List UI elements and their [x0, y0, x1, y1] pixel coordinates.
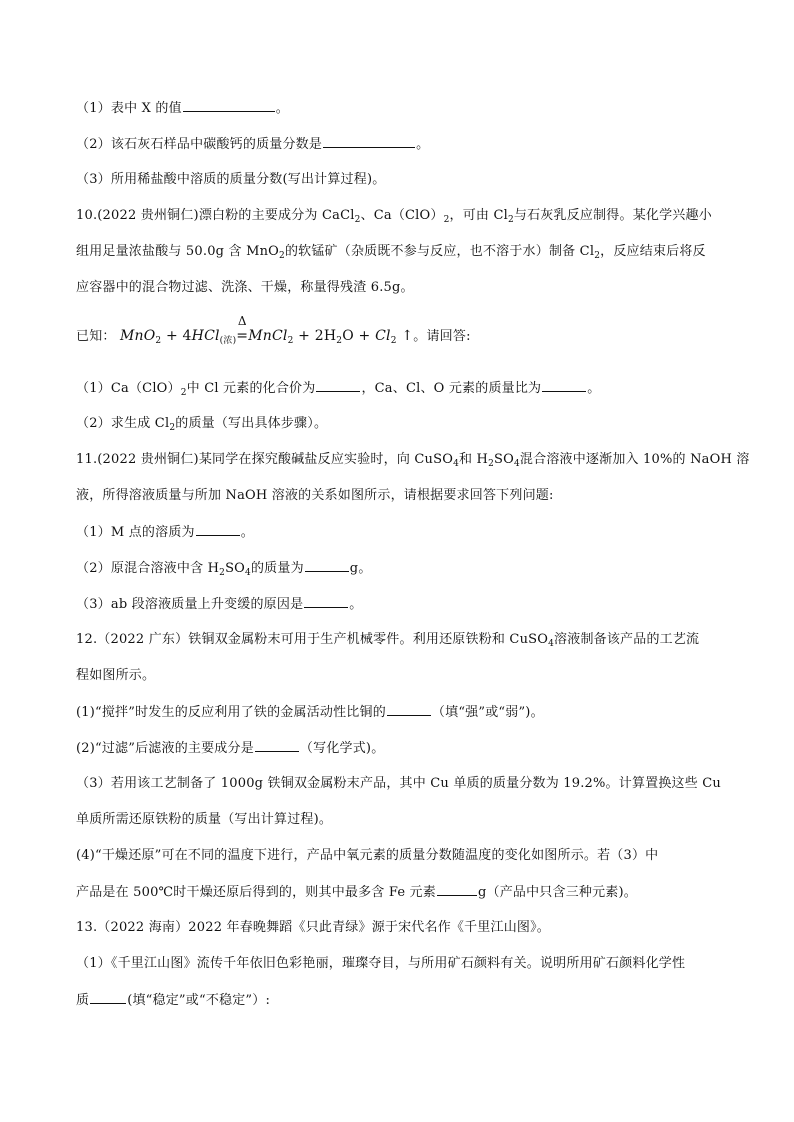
q10-part2: （2）求生成 $Cl_2$的质量（写出具体步骤）。: [76, 416, 328, 433]
answer-blank[interactable]: [437, 882, 477, 896]
q11-stem-line1: 11.(2022 贵州铜仁)某同学在探究酸碱盐反应实验时，向 CuSO$_4$和 $H_2SO_4$混合溶液中逐渐加入 10%的 NaOH 溶: [76, 452, 750, 469]
answer-blank[interactable]: [305, 558, 349, 572]
q9-part3: （3）所用稀盐酸中溶质的质量分数(写出计算过程)。: [76, 172, 386, 187]
answer-blank[interactable]: [323, 134, 415, 148]
answer-blank[interactable]: [542, 378, 586, 392]
q12-stem-line1: 12.（2022 广东）铁铜双金属粉末可用于生产机械零件。利用还原铁粉和 CuSO$_4$溶液制备该产品的工艺流: [76, 632, 700, 649]
q11-part1: （1）M 点的溶质为 。: [76, 522, 734, 543]
q12-part2: (2)“过滤”后滤液的主要成分是 （写化学式)。: [76, 738, 734, 759]
q9-part1: （1）表中 X 的值 。: [76, 98, 734, 119]
answer-blank[interactable]: [304, 594, 348, 608]
chemical-equation: MnO$_2$ + 4HCl$_{(浓)}$ Δ =MnCl$_2$ + $2H_2O + Cl_2$ ↑: [120, 328, 413, 344]
q12-part1: (1)“搅拌”时发生的反应利用了铁的金属活动性比铜的 （填“强”或“弱”)。: [76, 702, 734, 723]
q10-stem-line1: 10.(2022 贵州铜仁)漂白粉的主要成分为 CaCl$_2$、$Ca(ClO)_2$，可由 $Cl_2$与石灰乳反应制得。某化学兴趣小: [76, 208, 712, 225]
q11-part3: （3）ab 段溶液质量上升变缓的原因是 。: [76, 594, 734, 615]
q10-stem-line3: 应容器中的混合物过滤、洗涤、干燥，称量得残渣 6.5g。: [76, 280, 414, 295]
q11-stem-line2: 液，所得溶液质量与所加 NaOH 溶液的关系如图所示，请根据要求回答下列问题:: [76, 488, 554, 503]
q10-equation-line: 已知： MnO$_2$ + 4HCl$_{(浓)}$ Δ =MnCl$_2$ + $2H_2O + Cl_2$ ↑。请回答:: [76, 326, 734, 347]
q13-part1-line2: 质 (填“稳定”或“不稳定”）:: [76, 990, 734, 1011]
q12-part4-line2: 产品是在 500℃时干燥还原后得到的，则其中最多含 Fe 元素 g（产品中只含三种元素)。: [76, 882, 734, 903]
answer-blank[interactable]: [90, 990, 126, 1004]
answer-blank[interactable]: [183, 98, 275, 112]
q13-part1-line1: （1）《千里江山图》流传千年依旧色彩艳丽，璀璨夺目，与所用矿石颜料有关。说明所用矿石颜料化学性: [76, 956, 686, 971]
heat-symbol: Δ: [237, 314, 247, 328]
q12-part3-line1: （3）若用该工艺制备了 1000g 铁铜双金属粉末产品，其中 Cu 单质的质量分数为 19.2%。计算置换这些 Cu: [76, 776, 722, 791]
q11-part2: （2）原混合溶液中含 $H_2SO_4$的质量为 g。: [76, 558, 734, 579]
q9-part2: （2）该石灰石样品中碳酸钙的质量分数是 。: [76, 134, 734, 155]
answer-blank[interactable]: [387, 702, 431, 716]
answer-blank[interactable]: [255, 738, 299, 752]
answer-blank[interactable]: [316, 378, 360, 392]
q12-part4-line1: (4)“干燥还原”可在不同的温度下进行，产品中氧元素的质量分数随温度的变化如图所示。若（3）中: [76, 848, 659, 863]
q10-stem-line2: 组用足量浓盐酸与 50.0g 含 MnO$_2$的软锰矿（杂质既不参与反应，也不溶于水）制备 $Cl_2$，反应结束后将反: [76, 244, 706, 261]
q12-stem-line2: 程如图所示。: [76, 668, 156, 683]
q10-part1: $(1)Ca(ClO)_2$中 Cl 元素的化合价为 ，Ca、Cl、O 元素的质量比为 。: [76, 378, 734, 399]
q13-stem: 13.（2022 海南）2022 年春晚舞蹈《只此青绿》源于宋代名作《千里江山图》。: [76, 920, 551, 935]
q12-part3-line2: 单质所需还原铁粉的质量（写出计算过程)。: [76, 812, 333, 827]
answer-blank[interactable]: [196, 522, 240, 536]
